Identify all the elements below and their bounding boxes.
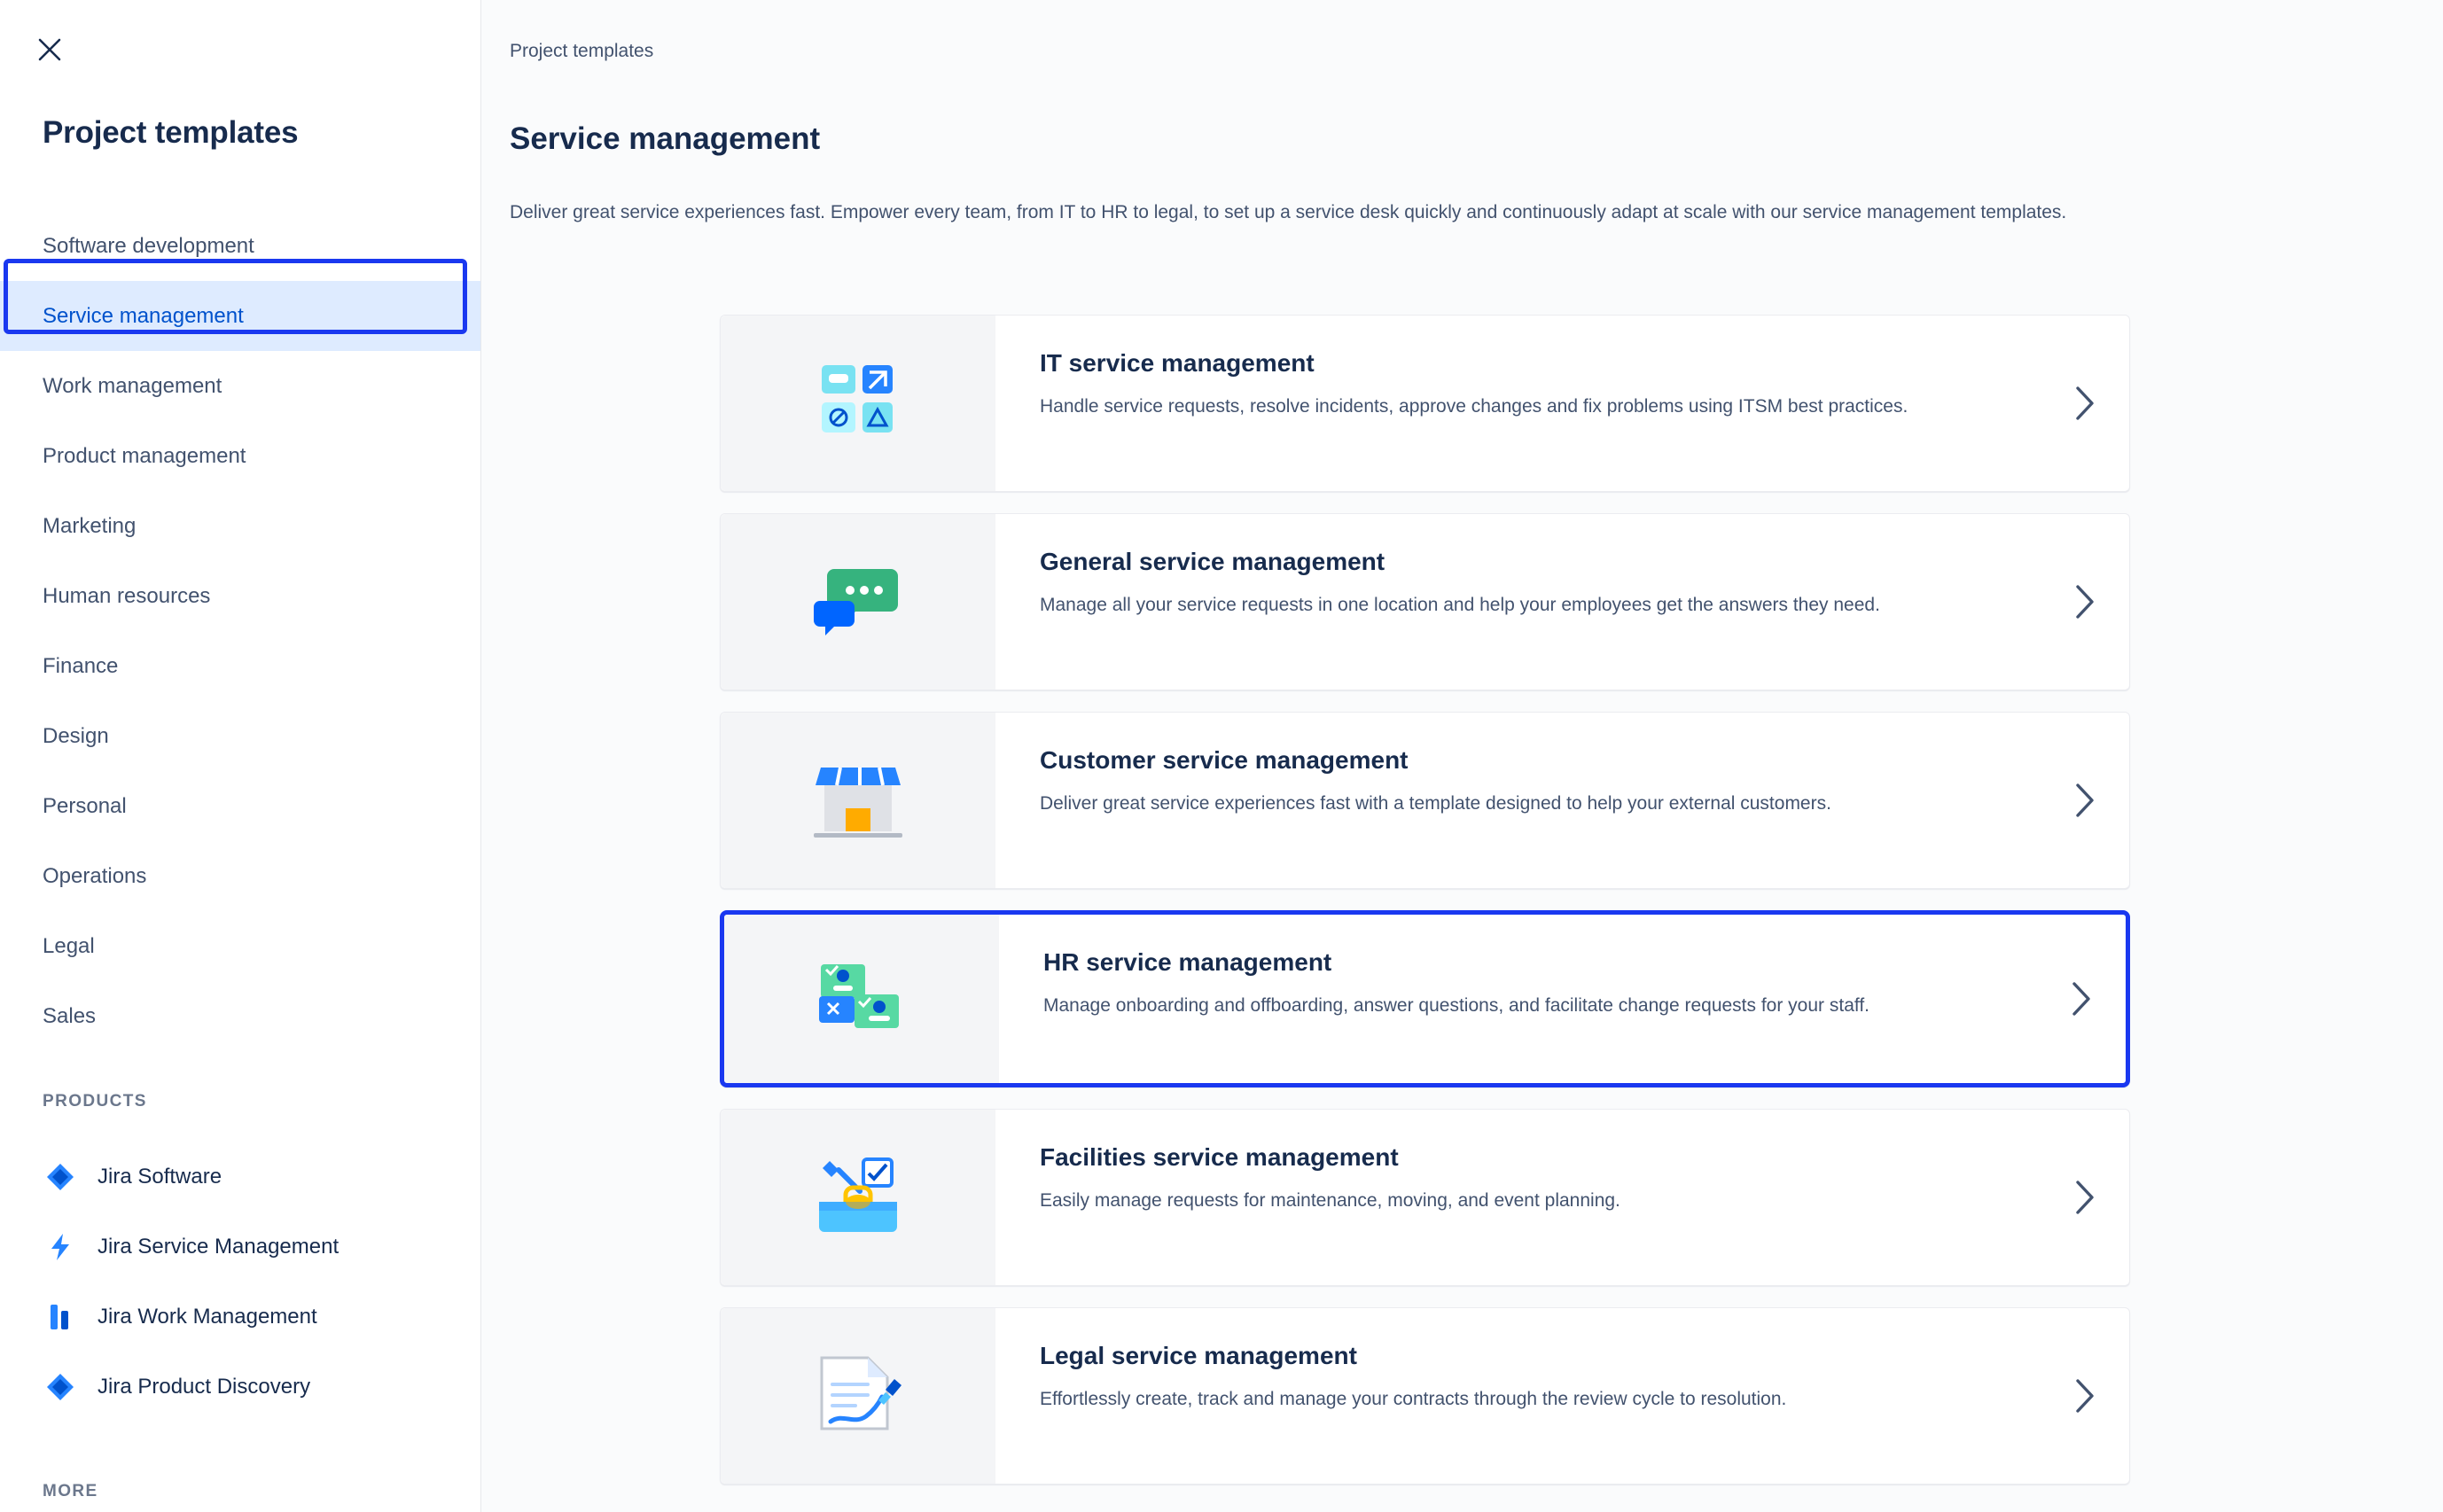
template-description: Handle service requests, resolve incidents, approve changes and fix problems using ITSM best practices. [1040, 396, 1908, 417]
template-description: Manage all your service requests in one location and help your employees get the answers they need. [1040, 595, 1880, 615]
itsm-tiles-icon [809, 353, 907, 455]
sidebar-item-design[interactable] [0, 701, 480, 771]
hr-badges-icon [808, 948, 915, 1050]
template-title: Customer service management [1040, 746, 1409, 774]
product-item-jira-software[interactable] [0, 1142, 480, 1212]
jira-service-management-icon [43, 1229, 78, 1265]
template-title: IT service management [1040, 349, 1315, 377]
product-item-label: Jira Software [98, 1164, 222, 1189]
sidebar-item-label: Legal [43, 933, 95, 958]
sidebar-item-label: Marketing [43, 513, 137, 538]
template-title: Legal service management [1040, 1342, 1357, 1369]
template-card-legal-service-management[interactable] [720, 1307, 2130, 1485]
sidebar-item-product-management[interactable] [0, 421, 480, 491]
template-thumbnail [721, 1308, 995, 1484]
template-description: Manage onboarding and offboarding, answer questions, and facilitate change requests for your staff. [1043, 995, 1870, 1016]
template-thumbnail [721, 1110, 995, 1285]
sidebar-item-human-resources[interactable] [0, 561, 480, 631]
contract-signature-icon [800, 1345, 916, 1447]
template-body [999, 915, 2037, 1083]
sidebar-item-work-management[interactable] [0, 351, 480, 421]
template-thumbnail [721, 514, 995, 690]
sidebar-item-service-management[interactable] [0, 281, 480, 351]
sidebar [0, 0, 481, 1512]
sidebar-item-legal[interactable] [0, 911, 480, 981]
product-item-label: Jira Product Discovery [98, 1374, 311, 1399]
jira-software-icon [43, 1159, 78, 1195]
page-title: Service management [510, 121, 821, 156]
jira-product-discovery-icon [43, 1369, 78, 1405]
product-item-label: Jira Service Management [98, 1234, 340, 1259]
jira-work-management-icon [43, 1299, 78, 1335]
products-section-label: PRODUCTS [43, 1092, 147, 1111]
close-button[interactable] [27, 27, 73, 73]
chevron-right-icon[interactable] [2037, 915, 2126, 1083]
chevron-right-icon[interactable] [2041, 514, 2129, 690]
sidebar-item-marketing[interactable] [0, 491, 480, 561]
sidebar-item-label: Software development [43, 233, 254, 258]
sidebar-nav [0, 211, 480, 1051]
template-body [995, 316, 2041, 491]
template-body [995, 514, 2041, 690]
template-list [720, 315, 2130, 1506]
sidebar-item-finance[interactable] [0, 631, 480, 701]
speech-bubbles-icon [809, 551, 907, 653]
chevron-right-icon[interactable] [2041, 713, 2129, 888]
template-card-hr-service-management[interactable] [720, 910, 2130, 1087]
template-thumbnail [721, 316, 995, 491]
main-panel [481, 0, 2443, 1512]
sidebar-item-label: Design [43, 723, 109, 748]
template-description: Deliver great service experiences fast with a template designed to help your external customers. [1040, 793, 1831, 814]
template-card-it-service-management[interactable] [720, 315, 2130, 492]
sidebar-item-label: Service management [43, 303, 244, 328]
sidebar-title: Project templates [43, 115, 299, 150]
sidebar-item-software-development[interactable] [0, 211, 480, 281]
sidebar-item-label: Operations [43, 863, 147, 888]
page-description: Deliver great service experiences fast. Empower every team, from IT to HR to legal, to set up a service desk quickly and continuously adapt at scale with our service management templates. [510, 202, 2067, 222]
more-section-label: MORE [43, 1482, 98, 1500]
products-list [0, 1142, 480, 1422]
template-description: Easily manage requests for maintenance, moving, and event planning. [1040, 1190, 1620, 1211]
sidebar-item-operations[interactable] [0, 841, 480, 911]
product-item-jira-product-discovery[interactable] [0, 1352, 480, 1422]
template-body [995, 713, 2041, 888]
sidebar-item-sales[interactable] [0, 981, 480, 1051]
template-card-facilities-service-management[interactable] [720, 1109, 2130, 1286]
sidebar-item-label: Work management [43, 373, 222, 398]
template-title: Facilities service management [1040, 1143, 1399, 1171]
toolbox-icon [805, 1147, 911, 1249]
close-icon [35, 35, 64, 64]
product-item-label: Jira Work Management [98, 1304, 317, 1329]
chevron-right-icon[interactable] [2041, 1308, 2129, 1484]
template-card-general-service-management[interactable] [720, 513, 2130, 690]
template-description: Effortlessly create, track and manage your contracts through the review cycle to resolution. [1040, 1389, 1787, 1409]
storefront-icon [805, 750, 911, 852]
template-thumbnail [724, 915, 999, 1083]
sidebar-item-personal[interactable] [0, 771, 480, 841]
sidebar-item-label: Sales [43, 1003, 97, 1028]
sidebar-item-label: Personal [43, 793, 127, 818]
breadcrumb[interactable]: Project templates [510, 41, 654, 61]
template-body [995, 1110, 2041, 1285]
product-item-jira-service-management[interactable] [0, 1212, 480, 1282]
chevron-right-icon[interactable] [2041, 1110, 2129, 1285]
sidebar-item-label: Product management [43, 443, 246, 468]
template-thumbnail [721, 713, 995, 888]
template-title: HR service management [1043, 948, 1332, 976]
template-title: General service management [1040, 548, 1385, 575]
sidebar-item-label: Human resources [43, 583, 211, 608]
template-body [995, 1308, 2041, 1484]
template-card-customer-service-management[interactable] [720, 712, 2130, 889]
product-item-jira-work-management[interactable] [0, 1282, 480, 1352]
chevron-right-icon[interactable] [2041, 316, 2129, 491]
sidebar-item-label: Finance [43, 653, 119, 678]
